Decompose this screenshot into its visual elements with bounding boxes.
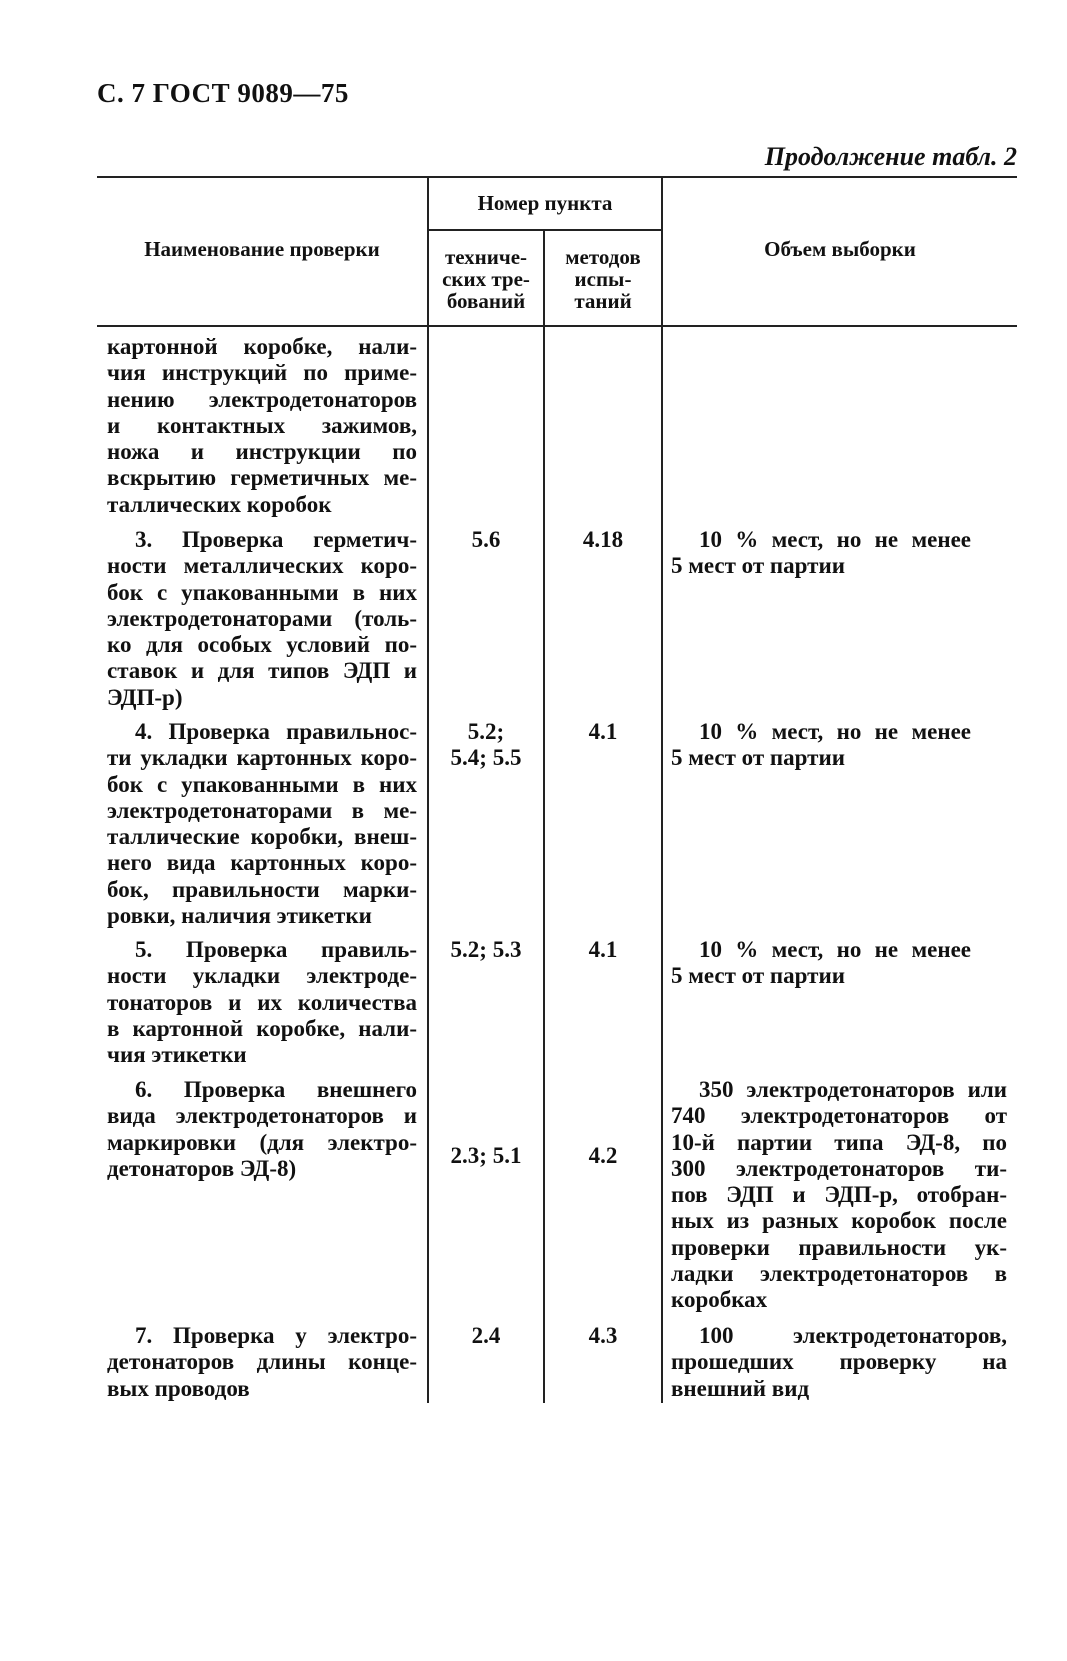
tech-requirements-cell: 2.3; 5.1 bbox=[450, 1143, 522, 1168]
check-name-cell bbox=[107, 334, 417, 518]
check-name-line: 5. Проверка правиль- bbox=[135, 937, 417, 962]
check-name-cell bbox=[107, 1323, 417, 1402]
check-name-line: ставок и для типов ЭДП и bbox=[107, 658, 417, 684]
check-name-line: картонной коробке, нали- bbox=[107, 334, 417, 359]
check-name-line: чия инструкций по приме- bbox=[107, 360, 417, 386]
check-name-line: бок с упакованными в них bbox=[107, 579, 417, 605]
sample-volume-line: ладки электродетонаторов в bbox=[671, 1261, 1007, 1287]
tech-requirements-cell: 5.2; 5.3 bbox=[450, 937, 522, 962]
sample-volume-line: 5 мест от партии bbox=[671, 745, 845, 771]
check-name-line: электродетонаторами в ме- bbox=[107, 797, 417, 823]
sample-volume-line: 740 электродетонаторов от bbox=[671, 1103, 1007, 1129]
header-bottom-rule bbox=[97, 325, 1017, 327]
check-name-line: 7. Проверка у электро- bbox=[135, 1323, 417, 1348]
check-name-line: ко для особых условий по- bbox=[107, 632, 417, 658]
sample-volume-line: 100 электродетонаторов, bbox=[699, 1323, 1007, 1348]
check-name-cell bbox=[107, 1077, 417, 1182]
sample-volume-line: 10 % мест, но не менее bbox=[699, 937, 971, 962]
sample-volume-line: ных из разных коробок после bbox=[671, 1208, 1007, 1234]
column-header-tech bbox=[429, 246, 543, 312]
sample-volume-line: 10 % мест, но не менее bbox=[699, 527, 971, 552]
test-methods-cell: 4.3 bbox=[588, 1323, 618, 1348]
check-name-line: таллические коробки, внеш- bbox=[107, 824, 417, 850]
column-divider-3 bbox=[661, 177, 663, 1403]
sample-volume-cell bbox=[671, 719, 971, 772]
check-name-line: вида электродетонаторов и bbox=[107, 1103, 417, 1129]
sample-volume-line: 300 электродетонаторов ти- bbox=[671, 1155, 1007, 1181]
check-name-line: электродетонаторами (толь- bbox=[107, 605, 417, 631]
column-header-group: Номер пункта bbox=[477, 191, 613, 215]
sample-volume-line: пов ЭДП и ЭДП-р, отобран- bbox=[671, 1182, 1007, 1208]
sample-volume-line: 5 мест от партии bbox=[671, 963, 845, 989]
check-name-line: вскрытию герметичных ме- bbox=[107, 465, 417, 491]
column-header-tech-line: бований bbox=[446, 289, 526, 313]
sample-volume-line: внешний вид bbox=[671, 1375, 810, 1401]
tech-requirements-cell bbox=[429, 719, 543, 772]
check-name-line: него вида картонных коро- bbox=[107, 850, 417, 876]
check-name-line: ровки, наличия этикетки bbox=[107, 903, 372, 929]
check-name-line: бок с упакованными в них bbox=[107, 771, 417, 797]
test-methods-cell: 4.18 bbox=[582, 527, 624, 552]
check-name-line: ЭДП-р) bbox=[107, 684, 183, 710]
sample-volume-line: проверки правильности ук- bbox=[671, 1234, 1007, 1260]
sample-volume-cell bbox=[671, 1323, 1007, 1402]
check-name-line: 3. Проверка герметич- bbox=[135, 527, 417, 552]
column-header-tech-line: техниче- bbox=[444, 245, 528, 269]
sample-volume-line: 10 % мест, но не менее bbox=[699, 719, 971, 744]
check-name-line: 4. Проверка правильнос- bbox=[135, 719, 417, 744]
sample-volume-line: 5 мест от партии bbox=[671, 553, 845, 579]
check-name-line: ти укладки картонных коро- bbox=[107, 745, 417, 771]
test-methods-cell: 4.2 bbox=[588, 1143, 618, 1168]
check-name-line: и контактных зажимов, bbox=[107, 412, 417, 438]
sample-volume-cell bbox=[671, 937, 971, 990]
sample-volume-line: прошедших проверку на bbox=[671, 1349, 1007, 1375]
column-header-volume: Объем выборки bbox=[764, 237, 916, 261]
column-header-name: Наименование проверки bbox=[144, 237, 380, 261]
check-name-cell bbox=[107, 719, 417, 929]
check-name-line: ножа и инструкции по bbox=[107, 439, 417, 465]
table-continuation-label: Продолжение табл. 2 bbox=[764, 142, 1017, 171]
check-name-line: ности металлических коро- bbox=[107, 553, 417, 579]
tech-requirements-cell: 2.4 bbox=[471, 1323, 501, 1348]
check-name-line: 6. Проверка внешнего bbox=[135, 1077, 417, 1102]
table-top-rule bbox=[97, 176, 1017, 178]
check-name-line: тонаторов и их количества bbox=[107, 989, 417, 1015]
check-name-cell bbox=[107, 937, 417, 1068]
sample-volume-cell bbox=[671, 527, 971, 580]
tech-requirements-line: 5.2; bbox=[467, 719, 505, 744]
test-methods-cell: 4.1 bbox=[588, 937, 618, 962]
check-name-line: нению электродетонаторов bbox=[107, 386, 417, 412]
tech-requirements-line: 5.4; 5.5 bbox=[450, 745, 522, 771]
check-name-line: бок, правильности марки- bbox=[107, 876, 417, 902]
test-methods-cell: 4.1 bbox=[588, 719, 618, 744]
check-name-line: вых проводов bbox=[107, 1375, 250, 1401]
check-name-line: детонаторов длины конце- bbox=[107, 1349, 417, 1375]
column-divider-1 bbox=[427, 177, 429, 1403]
column-header-methods bbox=[545, 246, 661, 312]
check-name-line: в картонной коробке, нали- bbox=[107, 1015, 417, 1041]
page-header: С. 7 ГОСТ 9089—75 bbox=[97, 78, 349, 108]
sample-volume-cell bbox=[671, 1077, 1007, 1314]
check-name-line: ности укладки электроде- bbox=[107, 963, 417, 989]
check-name-line: маркировки (для электро- bbox=[107, 1129, 417, 1155]
sample-volume-line: коробках bbox=[671, 1287, 768, 1313]
column-header-methods-line: таний bbox=[574, 289, 632, 313]
tech-requirements-cell: 5.6 bbox=[471, 527, 501, 552]
sample-volume-line: 10-й партии типа ЭД-8, по bbox=[671, 1129, 1007, 1155]
column-header-tech-line: ских тре- bbox=[442, 267, 530, 291]
column-divider-2 bbox=[543, 230, 545, 1403]
check-name-line: детонаторов ЭД-8) bbox=[107, 1155, 297, 1181]
column-header-methods-line: испы- bbox=[574, 267, 632, 291]
sample-volume-line: 350 электродетонаторов или bbox=[699, 1077, 1007, 1102]
check-name-line: таллических коробок bbox=[107, 491, 332, 517]
column-header-methods-line: методов bbox=[565, 245, 641, 269]
check-name-line: чия этикетки bbox=[107, 1042, 247, 1068]
check-name-cell bbox=[107, 527, 417, 711]
